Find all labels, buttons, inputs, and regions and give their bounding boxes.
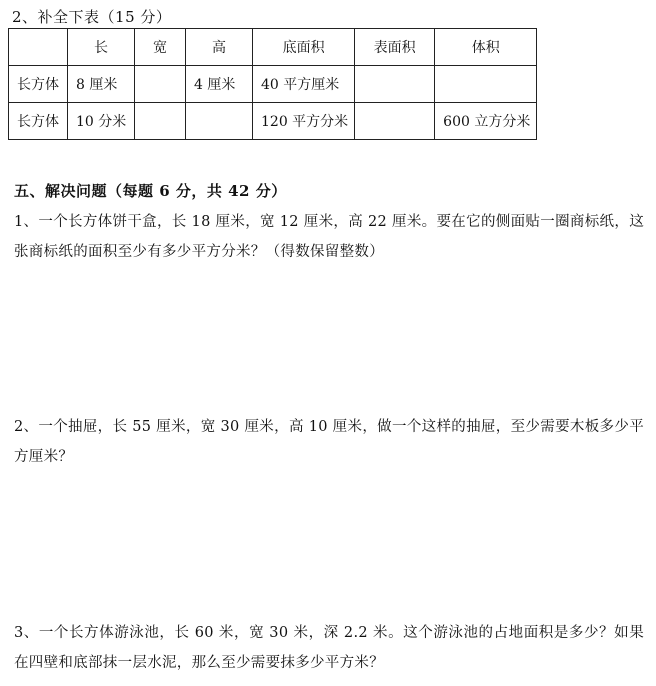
problem-1: 1、一个长方体饼干盒，长 18 厘米，宽 12 厘米，高 22 厘米。要在它的侧面贴一圈商标纸，这张商标纸的面积至少有多少平方分米？（得数保留整数）	[14, 214, 644, 260]
table-cell	[135, 103, 186, 140]
problem-2: 2、一个抽屉，长 55 厘米，宽 30 厘米，高 10 厘米，做一个这样的抽屉，至少需要木板多少平方厘米？	[14, 419, 644, 465]
header-cell-base-area: 底面积	[253, 29, 355, 66]
table-cell	[435, 66, 537, 103]
header-cell-volume: 体积	[435, 29, 537, 66]
table-header-row	[9, 29, 537, 66]
table-cell: 40 平方厘米	[253, 66, 355, 103]
header-cell-surface-area: 表面积	[355, 29, 435, 66]
problem-3: 3、一个长方体游泳池，长 60 米，宽 30 米，深 2.2 米。这个游泳池的占地面积是多少？如果在四壁和底部抹一层水泥，那么至少需要抹多少平方米？	[14, 625, 644, 671]
table-row	[9, 103, 537, 140]
table-cell	[355, 66, 435, 103]
header-cell-height: 高	[186, 29, 253, 66]
table-cell	[135, 66, 186, 103]
table-cell: 长方体	[9, 66, 68, 103]
table-cell: 120 平方分米	[253, 103, 355, 140]
fill-in-table	[8, 28, 537, 140]
header-cell-blank	[9, 29, 68, 66]
table-cell: 10 分米	[68, 103, 135, 140]
table-cell	[355, 103, 435, 140]
table-cell: 600 立方分米	[435, 103, 537, 140]
table-row	[9, 66, 537, 103]
table-cell: 8 厘米	[68, 66, 135, 103]
table-cell: 4 厘米	[186, 66, 253, 103]
section-5-heading: 五、解决问题（每题 6 分，共 42 分）	[14, 182, 287, 200]
table-cell	[186, 103, 253, 140]
section-2-title: 2、补全下表（15 分）	[12, 8, 172, 26]
table-cell: 长方体	[9, 103, 68, 140]
header-cell-length: 长	[68, 29, 135, 66]
header-cell-width: 宽	[135, 29, 186, 66]
